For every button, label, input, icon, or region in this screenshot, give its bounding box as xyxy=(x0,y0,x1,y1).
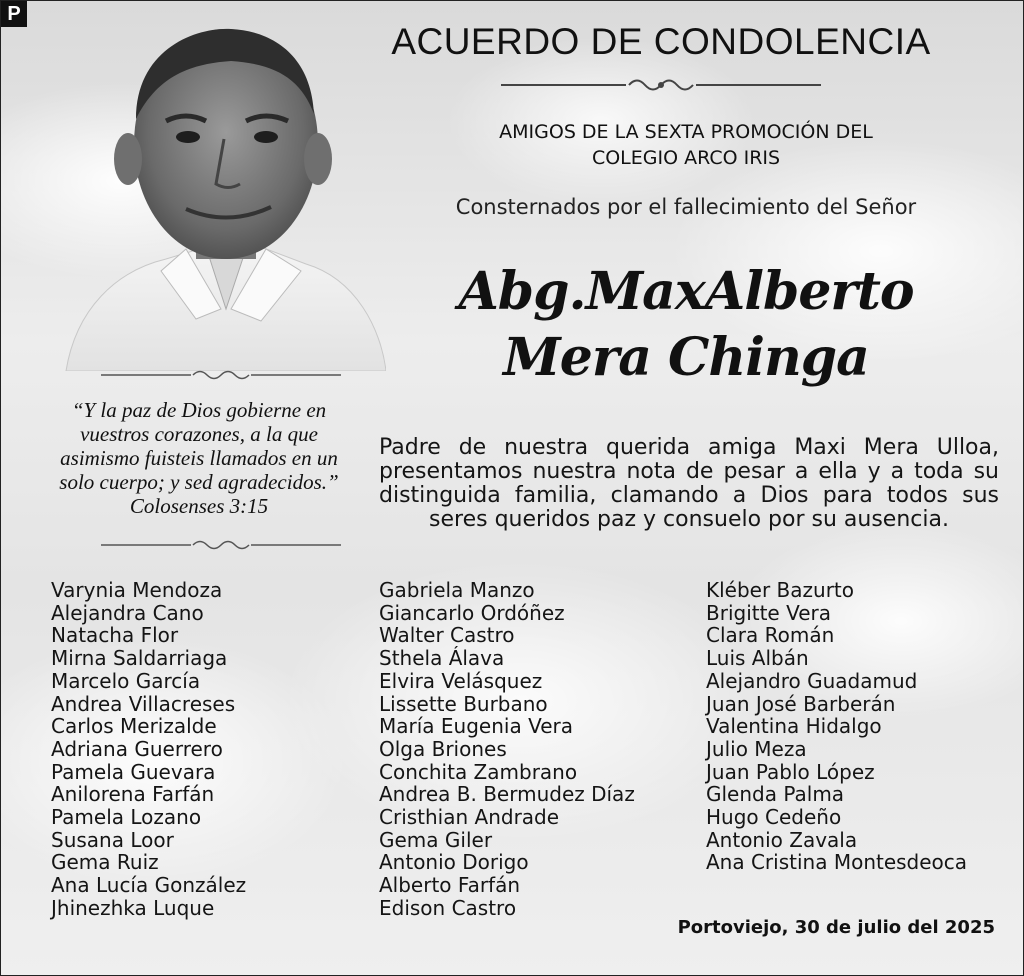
signer-name: Mirna Saldarriaga xyxy=(51,646,228,671)
signer-name: Juan José Barberán xyxy=(706,691,896,716)
signer-name: Jhinezhka Luque xyxy=(51,895,215,920)
signer-name: Susana Loor xyxy=(51,827,174,852)
signer-name: Kléber Bazurto xyxy=(706,578,855,602)
deceased-name xyxy=(396,259,976,391)
signers-column-3 xyxy=(706,579,967,874)
signer-name: Cristhian Andrade xyxy=(379,805,560,830)
signers-column-2 xyxy=(379,579,635,920)
signer-name: Alberto Farfán xyxy=(379,873,521,898)
deceased-name-line2: Mera Chinga xyxy=(503,327,869,388)
group-name-line1: AMIGOS DE LA SEXTA PROMOCIÓN DEL xyxy=(499,121,873,143)
signer-name: Glenda Palma xyxy=(706,782,845,807)
signer-name: Olga Briones xyxy=(379,736,507,761)
notice-title: ACUERDO DE CONDOLENCIA xyxy=(391,21,931,62)
signer-name: Andrea Villacreses xyxy=(51,691,236,716)
verse-line3: asimismo fuisteis llamados en un xyxy=(60,446,338,470)
signer-name: Pamela Guevara xyxy=(51,759,216,784)
signer-name: Marcelo García xyxy=(51,668,201,693)
signer-name: Ana Cristina Montesdeoca xyxy=(706,850,968,875)
ornament-divider-verse-bottom xyxy=(101,537,341,553)
signer-name: Gema Ruiz xyxy=(51,850,159,875)
verse-line4: solo cuerpo; y sed agradecidos.” xyxy=(59,470,339,494)
signer-name: Natacha Flor xyxy=(51,623,179,648)
group-name-line2: COLEGIO ARCO IRIS xyxy=(591,147,781,169)
bible-verse xyxy=(39,398,359,518)
condolence-message: Padre de nuestra querida amiga Maxi Mera Ulloa, presentamos nuestra nota de pesar a ella y a toda su distinguida familia, clamando a Dios para todos sus seres queridos paz y consuelo por su ausencia. xyxy=(379,435,999,532)
publisher-badge: P xyxy=(1,1,27,27)
place-and-date: Portoviejo, 30 de julio del 2025 xyxy=(677,917,995,938)
signer-name: Hugo Cedeño xyxy=(706,805,842,830)
signer-name: María Eugenia Vera xyxy=(379,714,573,739)
signer-name: Lissette Burbano xyxy=(379,691,548,716)
signer-name: Julio Meza xyxy=(706,736,807,761)
signer-name: Brigitte Vera xyxy=(706,600,832,625)
intro-text: Consternados por el fallecimiento del Señor xyxy=(455,195,917,219)
signer-name: Pamela Lozano xyxy=(51,805,202,830)
signer-name: Ana Lucía González xyxy=(51,873,247,898)
group-name xyxy=(401,119,971,171)
signers-column-1 xyxy=(51,579,246,920)
verse-line2: vuestros corazones, a la que xyxy=(80,422,318,446)
signer-name: Valentina Hidalgo xyxy=(706,714,882,739)
signer-name: Luis Albán xyxy=(706,646,809,671)
signer-name: Varynia Mendoza xyxy=(51,578,223,602)
signer-name: Adriana Guerrero xyxy=(51,736,223,761)
verse-line1: “Y la paz de Dios gobierne en xyxy=(71,398,327,422)
ornament-divider-top xyxy=(501,75,821,95)
signer-name: Giancarlo Ordóñez xyxy=(379,600,565,625)
signer-name: Juan Pablo López xyxy=(706,759,875,784)
signer-name: Alejandro Guadamud xyxy=(706,668,918,693)
signer-name: Antonio Dorigo xyxy=(379,850,529,875)
ornament-divider-verse-top xyxy=(101,367,341,383)
signer-name: Carlos Merizalde xyxy=(51,714,217,739)
signer-name: Gema Giler xyxy=(379,827,493,852)
deceased-name-line1: Abg.MaxAlberto xyxy=(458,261,914,322)
signer-name: Walter Castro xyxy=(379,623,515,648)
signer-name: Conchita Zambrano xyxy=(379,759,578,784)
signer-name: Antonio Zavala xyxy=(706,827,858,852)
signer-name: Alejandra Cano xyxy=(51,600,204,625)
signer-name: Elvira Velásquez xyxy=(379,668,543,693)
signer-name: Clara Román xyxy=(706,623,835,648)
signer-name: Gabriela Manzo xyxy=(379,578,535,602)
signer-name: Sthela Álava xyxy=(379,646,505,671)
signer-name: Edison Castro xyxy=(379,895,517,920)
signer-name: Andrea B. Bermudez Díaz xyxy=(379,782,635,807)
portrait-photo xyxy=(56,9,386,371)
signer-name: Anilorena Farfán xyxy=(51,782,215,807)
verse-reference: Colosenses 3:15 xyxy=(129,494,269,518)
